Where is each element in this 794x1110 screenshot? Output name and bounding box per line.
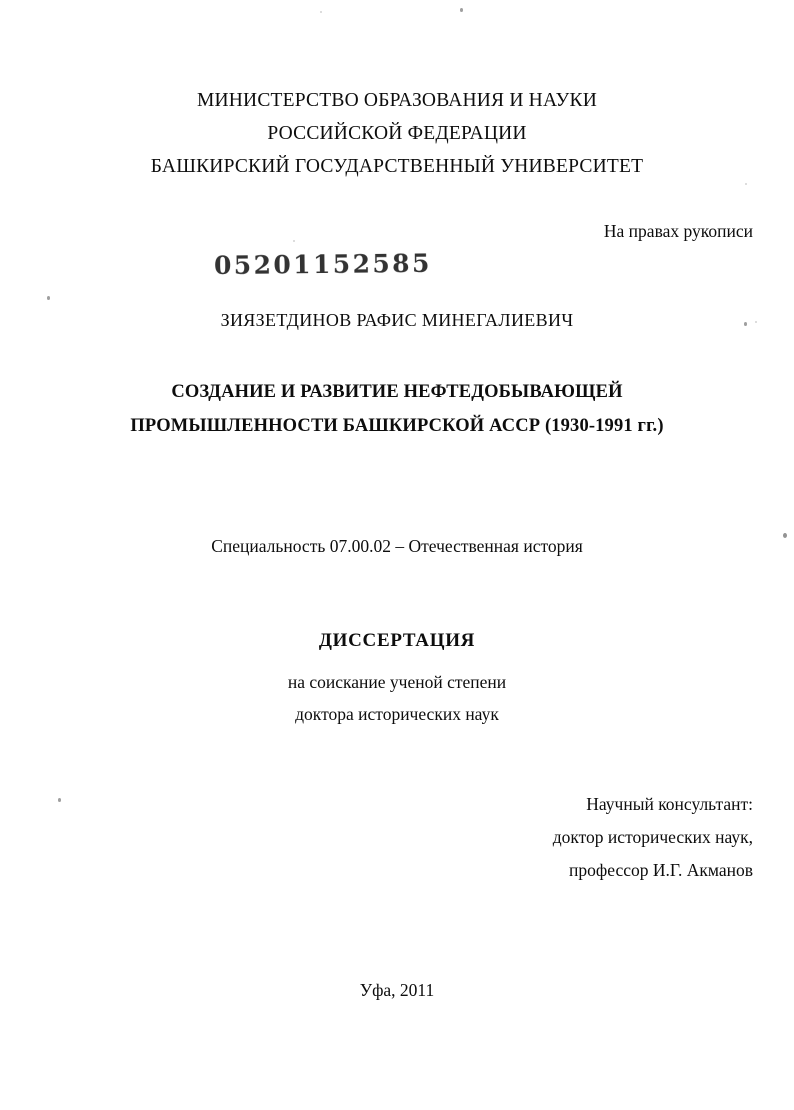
consultant-name: профессор И.Г. Акманов xyxy=(569,860,753,880)
place-and-year: Уфа, 2011 xyxy=(359,980,435,1000)
specialty-line: Специальность 07.00.02 – Отечественная история xyxy=(211,536,583,556)
author-name: ЗИЯЗЕТДИНОВ РАФИС МИНЕГАЛИЕВИЧ xyxy=(220,310,574,330)
manuscript-rights-note: На правах рукописи xyxy=(603,221,753,241)
scientific-consultant xyxy=(0,788,753,887)
consultant-label: Научный консультант: xyxy=(586,794,753,814)
header-line-university: БАШКИРСКИЙ ГОСУДАРСТВЕННЫЙ УНИВЕРСИТЕТ xyxy=(150,156,644,177)
document-kind: ДИССЕРТАЦИЯ xyxy=(318,630,476,651)
institution-header xyxy=(0,84,794,183)
title-line-2: ПРОМЫШЛЕННОСТИ БАШКИРСКОЙ АССР (1930-1991 гг.) xyxy=(130,416,664,436)
page-title xyxy=(0,375,794,443)
scan-speck-icon xyxy=(320,11,322,13)
consultant-degree: доктор исторических наук, xyxy=(552,827,753,847)
title-line-1: СОЗДАНИЕ И РАЗВИТИЕ НЕФТЕДОБЫВАЮЩЕЙ xyxy=(171,382,623,402)
header-line-ministry: МИНИСТЕРСТВО ОБРАЗОВАНИЯ И НАУКИ xyxy=(196,90,598,111)
scan-speck-icon xyxy=(47,296,50,300)
degree-block xyxy=(0,628,794,730)
degree-name: доктора исторических наук xyxy=(295,704,499,724)
registration-number-stamp: 05201152585 xyxy=(213,248,432,281)
header-line-federation: РОССИЙСКОЙ ФЕДЕРАЦИИ xyxy=(267,123,527,144)
scan-speck-icon xyxy=(745,183,747,185)
scan-speck-icon xyxy=(460,8,463,12)
degree-purpose: на соискание ученой степени xyxy=(287,672,507,692)
